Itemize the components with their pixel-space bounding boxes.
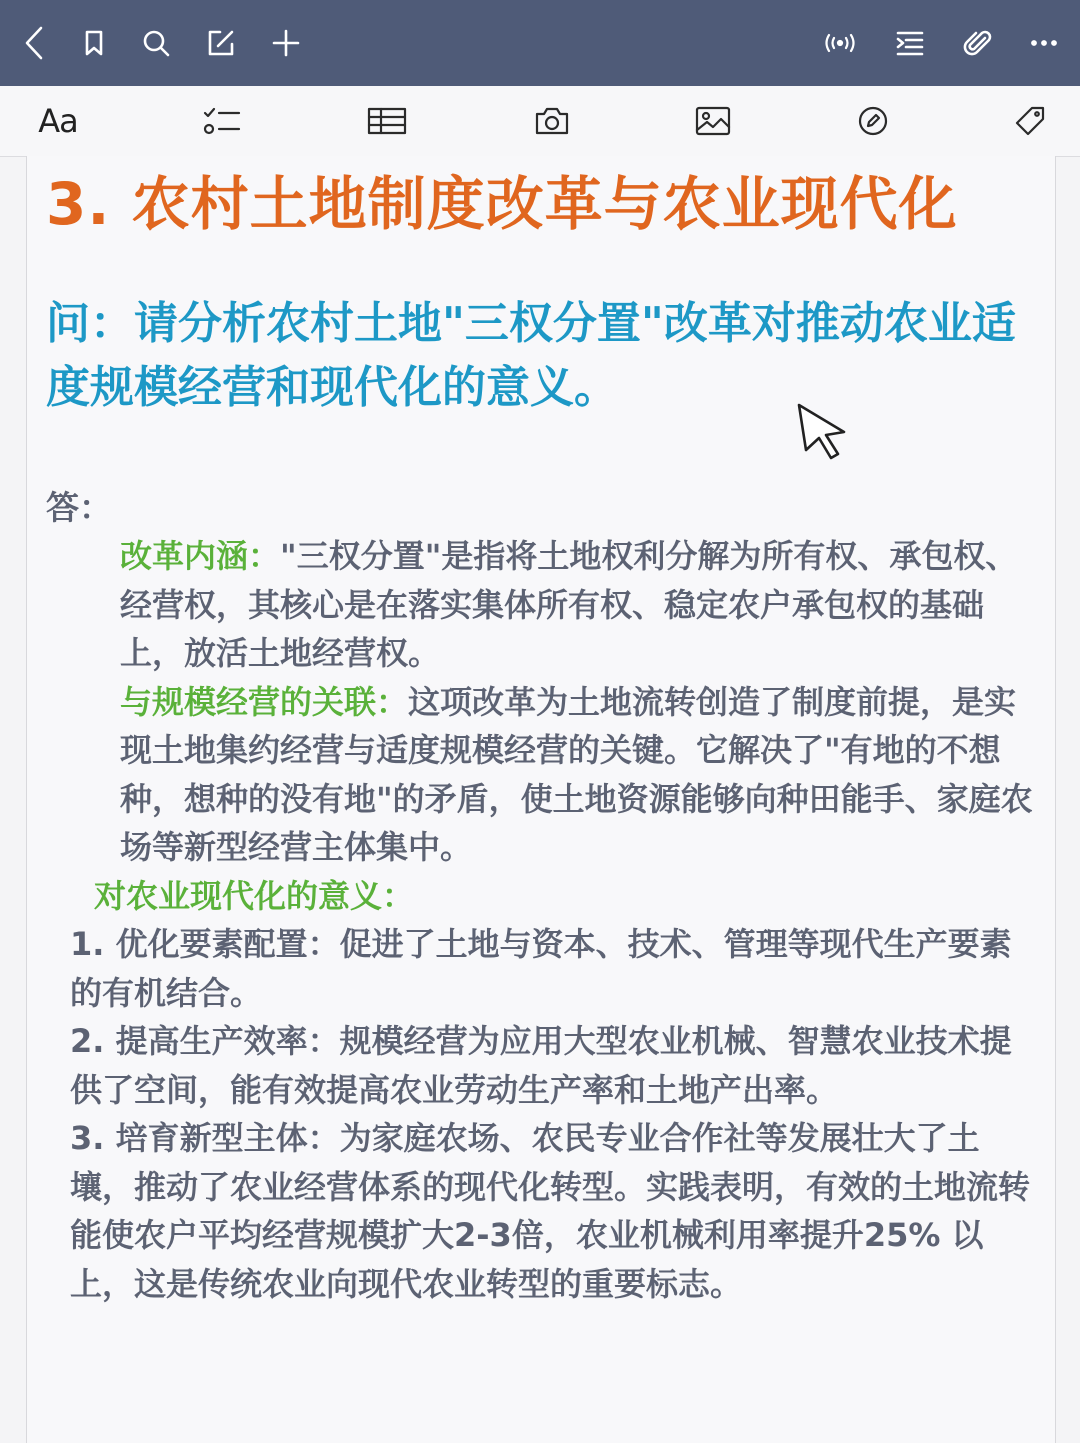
back-icon: [21, 25, 51, 61]
add-button[interactable]: [262, 19, 310, 67]
section-scale-link: [46, 678, 1038, 872]
more-button[interactable]: [1020, 19, 1068, 67]
live-broadcast-icon: [823, 33, 857, 53]
question-text: 问：请分析农村土地"三权分置"改革对推动农业适度规模经营和现代化的意义。: [46, 298, 1016, 413]
point-2: 2. 提高生产效率：规模经营为应用大型农业机械、智慧农业技术提供了空间，能有效提高农业劳动生产率和土地产出率。: [70, 1022, 1012, 1109]
answer-label: 答：: [46, 488, 112, 527]
table-button[interactable]: [359, 97, 415, 145]
format-toolbar: [0, 86, 1080, 157]
point-3: 3. 培育新型主体：为家庭农场、农民专业合作社等发展壮大了土壤，推动了农业经营体系的现代化转型。实践表明，有效的土地流转能使农户平均经营规模扩大2-3倍，农业机械利用率提升25% 以上，这是传统农业向现代农业转型的重要标志。: [70, 1119, 1031, 1303]
pen-icon: [857, 105, 889, 137]
outline-icon: [894, 29, 926, 57]
tag-button[interactable]: [1002, 97, 1058, 145]
checklist-button[interactable]: [194, 97, 250, 145]
bookmark-icon: [81, 28, 107, 58]
section-text: "三权分置"是指将土地权利分解为所有权、承包权、经营权，其核心是在落实集体所有权、稳定农户承包权的基础上，放活土地经营权。: [120, 537, 1018, 672]
section-title: 与规模经营的关联：: [120, 682, 409, 721]
search-icon: [141, 28, 171, 58]
table-icon: [367, 107, 407, 135]
camera-button[interactable]: [524, 97, 580, 145]
section-text: 这项改革为土地流转创造了制度前提，是实现土地集约经营与适度规模经营的关键。它解决了"有地的不想种，想种的没有地"的矛盾，使土地资源能够向种田能手、家庭农场等新型经营主体集中。: [120, 682, 1033, 866]
note-heading: 3. 农村土地制度改革与农业现代化: [46, 170, 958, 238]
camera-icon: [534, 106, 570, 136]
top-toolbar: [0, 0, 1080, 86]
answer-body: [46, 532, 1038, 1308]
live-broadcast-button[interactable]: [816, 19, 864, 67]
bookmark-button[interactable]: [70, 19, 118, 67]
more-icon: [1030, 39, 1058, 47]
edit-icon: [206, 28, 236, 58]
back-button[interactable]: [12, 19, 60, 67]
outline-button[interactable]: [886, 19, 934, 67]
edit-button[interactable]: [197, 19, 245, 67]
pen-button[interactable]: [845, 97, 901, 145]
section-title: 改革内涵：: [120, 537, 281, 575]
add-icon: [272, 29, 300, 57]
section-modernization: [46, 872, 1038, 921]
attachment-button[interactable]: [954, 19, 1002, 67]
tag-icon: [1014, 105, 1046, 137]
image-button[interactable]: [685, 97, 741, 145]
attachment-icon: [963, 28, 993, 58]
search-button[interactable]: [132, 19, 180, 67]
section-reform-meaning: [46, 532, 1038, 678]
point-1: 1. 优化要素配置：促进了土地与资本、技术、管理等现代生产要素的有机结合。: [70, 925, 1012, 1012]
image-icon: [695, 106, 731, 136]
checklist-icon: [203, 106, 241, 136]
text-style-label: Aa: [38, 102, 78, 140]
text-style-button[interactable]: [30, 97, 86, 145]
mouse-pointer-icon: [796, 402, 852, 460]
section-title: 对农业现代化的意义：: [94, 876, 415, 915]
